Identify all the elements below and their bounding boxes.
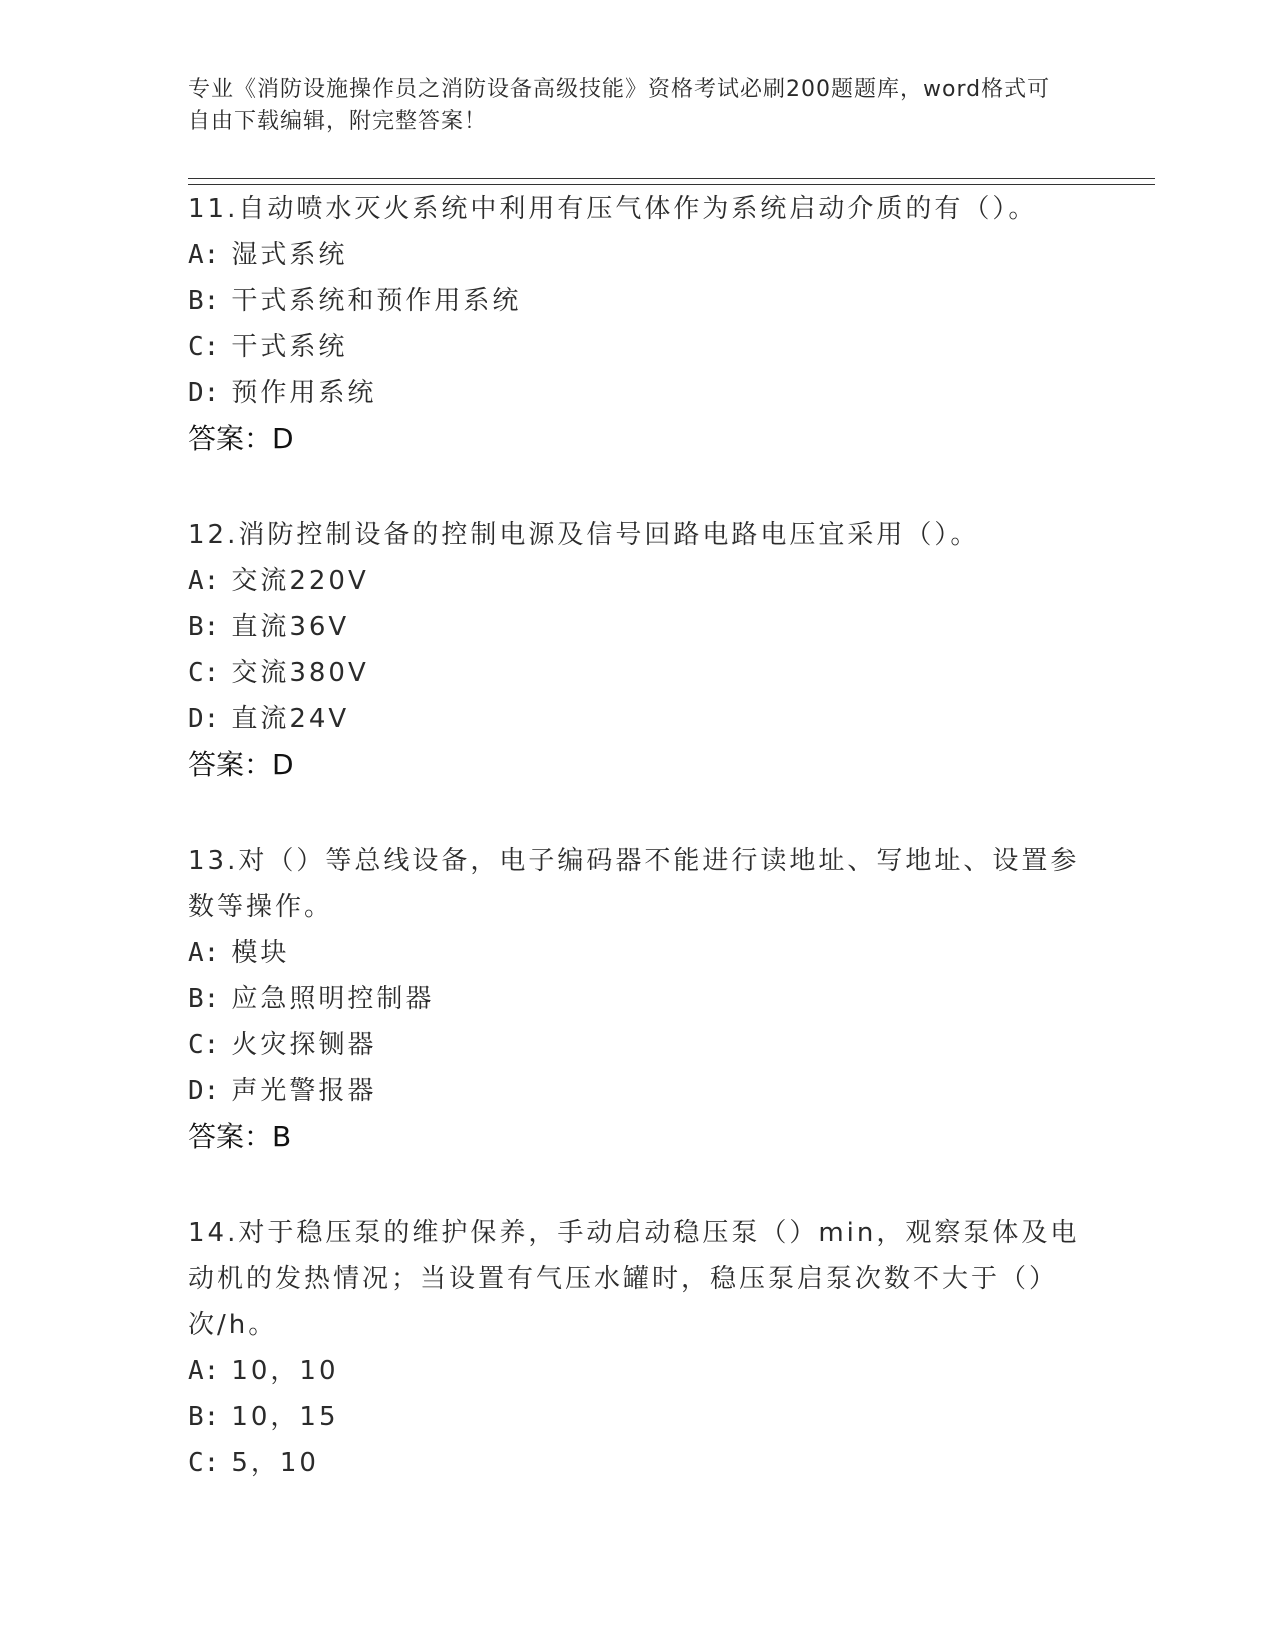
option-d: D: 预作用系统: [188, 378, 377, 408]
question-stem: 13.对（）等总线设备，电子编码器不能进行读地址、写地址、设置参数等操作。: [188, 846, 1080, 922]
option-a: A: 交流220V: [188, 566, 369, 596]
option-b: B: 10，15: [188, 1402, 339, 1432]
question-12: [188, 512, 1088, 788]
document-header: 专业《消防设施操作员之消防设备高级技能》资格考试必刷200题题库，word格式可自由下载编辑，附完整答案！: [188, 77, 1051, 134]
option-b: B: 干式系统和预作用系统: [188, 286, 522, 316]
option-a: A: 10，10: [188, 1356, 339, 1386]
option-c: C: 5，10: [188, 1448, 319, 1478]
option-c: C: 火灾探铡器: [188, 1030, 377, 1060]
header-rule-bottom: [188, 184, 1155, 185]
question-stem: 12.消防控制设备的控制电源及信号回路电路电压宜采用（）。: [188, 520, 980, 550]
header-rule-top: [188, 178, 1155, 179]
answer-line: 答案：D: [188, 422, 294, 455]
option-b: B: 直流36V: [188, 612, 350, 642]
question-list: [188, 186, 1088, 1536]
option-a: A: 模块: [188, 938, 290, 968]
answer-line: 答案：D: [188, 748, 294, 781]
question-stem: 11.自动喷水灭火系统中利用有压气体作为系统启动介质的有（）。: [188, 194, 1038, 224]
option-d: D: 直流24V: [188, 704, 350, 734]
option-a: A: 湿式系统: [188, 240, 348, 270]
option-d: D: 声光警报器: [188, 1076, 377, 1106]
option-b: B: 应急照明控制器: [188, 984, 435, 1014]
answer-line: 答案：B: [188, 1120, 292, 1153]
question-stem: 14.对于稳压泵的维护保养，手动启动稳压泵（）min，观察泵体及电动机的发热情况；当设置有气压水罐时，稳压泵启泵次数不大于（）次/h。: [188, 1218, 1080, 1340]
option-c: C: 交流380V: [188, 658, 369, 688]
option-c: C: 干式系统: [188, 332, 348, 362]
question-14: [188, 1210, 1088, 1486]
question-11: [188, 186, 1088, 462]
question-13: [188, 838, 1088, 1160]
